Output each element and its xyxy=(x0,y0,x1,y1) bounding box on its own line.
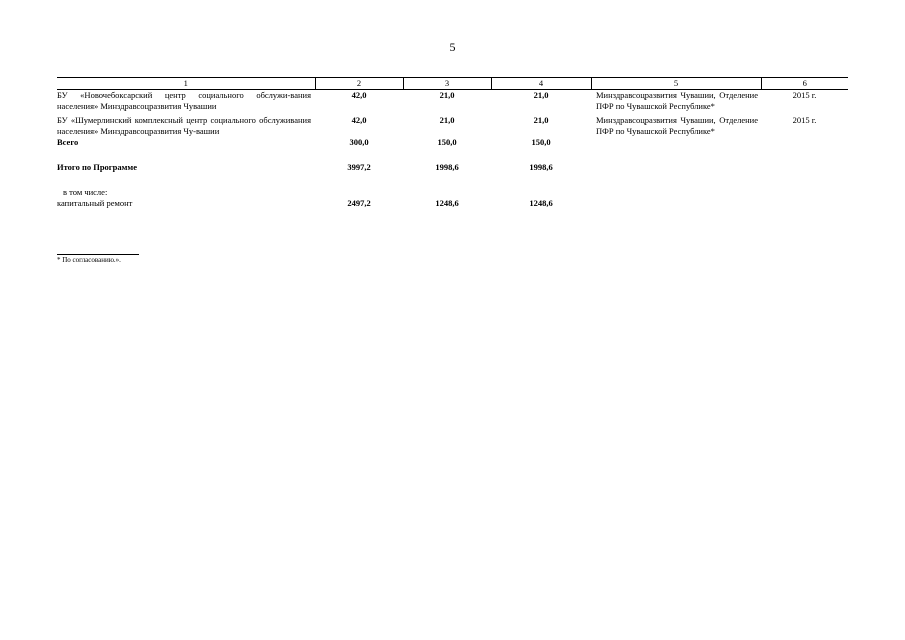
capital-repair-col-3: 1248,6 xyxy=(435,198,459,208)
institution-name: БУ «Шумерлинский комплексный центр социального обслуживания населения» Минздравсоцразвития Чу-вашии xyxy=(57,115,311,136)
institution-name: БУ «Новочебоксарский центр социального обслужи-вания населения» Минздравсоцразвития Чувашии xyxy=(57,90,311,111)
header-col-1: 1 xyxy=(57,78,315,90)
total-col-3: 150,0 xyxy=(437,137,457,147)
header-col-4: 4 xyxy=(491,78,591,90)
value-col-3: 21,0 xyxy=(439,115,455,125)
deadline-year: 2015 г. xyxy=(792,115,817,125)
value-col-4: 21,0 xyxy=(533,90,549,100)
value-col-2: 42,0 xyxy=(351,115,367,125)
program-total-col-2: 3997,2 xyxy=(347,162,371,172)
footnote-divider xyxy=(57,254,139,255)
including-row xyxy=(57,187,848,198)
capital-repair-label: капитальный ремонт xyxy=(57,198,133,208)
program-total-col-4: 1998,6 xyxy=(529,162,553,172)
including-label: в том числе: xyxy=(63,187,108,197)
table-row xyxy=(57,90,848,113)
footnote: * По согласованию.». xyxy=(57,256,121,264)
capital-repair-col-4: 1248,6 xyxy=(529,198,553,208)
program-total-row xyxy=(57,162,848,173)
program-table xyxy=(57,77,848,209)
capital-repair-row xyxy=(57,198,848,209)
page-number: 5 xyxy=(449,40,456,54)
responsible-executors: Минздравсоцразвития Чувашии, Отделение ПФР по Чувашской Республике* xyxy=(596,90,758,111)
header-col-5: 5 xyxy=(591,78,761,90)
total-col-4: 150,0 xyxy=(531,137,551,147)
total-col-2: 300,0 xyxy=(349,137,369,147)
program-total-col-3: 1998,6 xyxy=(435,162,459,172)
header-col-6: 6 xyxy=(761,78,848,90)
deadline-year: 2015 г. xyxy=(792,90,817,100)
header-col-2: 2 xyxy=(315,78,403,90)
value-col-2: 42,0 xyxy=(351,90,367,100)
header-row xyxy=(57,78,848,90)
table-row xyxy=(57,115,848,137)
program-total-label: Итого по Программе xyxy=(57,162,137,172)
value-col-4: 21,0 xyxy=(533,115,549,125)
header-col-3: 3 xyxy=(403,78,491,90)
value-col-3: 21,0 xyxy=(439,90,455,100)
responsible-executors: Минздравсоцразвития Чувашии, Отделение ПФР по Чувашской Республике* xyxy=(596,115,758,136)
capital-repair-col-2: 2497,2 xyxy=(347,198,371,208)
total-label: Всего xyxy=(57,137,79,147)
